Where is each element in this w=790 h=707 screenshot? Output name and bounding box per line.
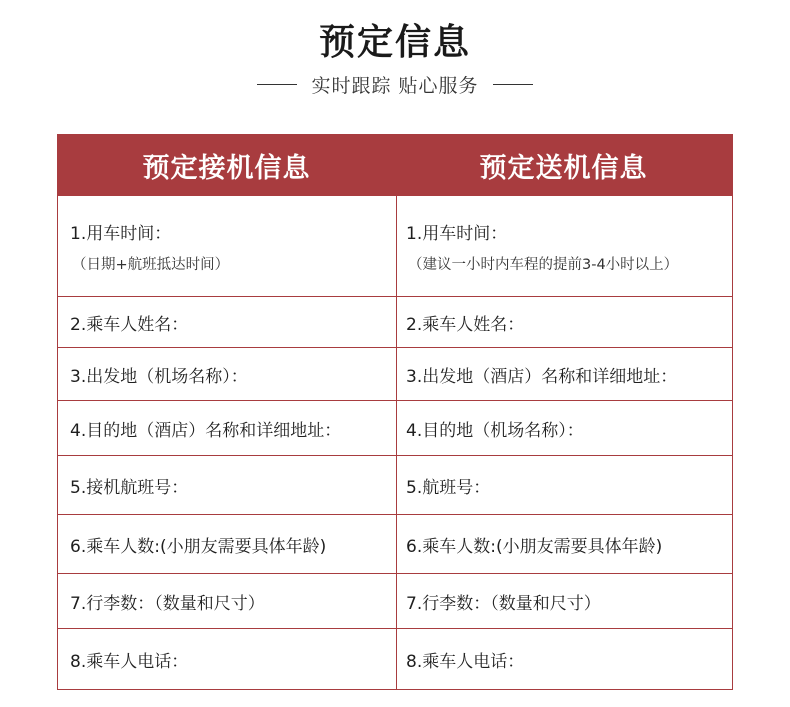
page-title: 预定信息	[318, 21, 471, 63]
column-header-dropoff: 预定送机信息	[479, 152, 648, 184]
dropoff-field-label: 7.行李数：（数量和尺寸）	[406, 593, 601, 614]
table-row	[58, 573, 732, 628]
dropoff-field-note: （建议一小时内车程的提前3-4小时以上）	[408, 256, 679, 273]
pickup-cell	[58, 515, 396, 573]
booking-info-table	[57, 134, 733, 690]
pickup-cell	[58, 574, 396, 628]
pickup-cell	[58, 629, 396, 689]
dropoff-cell	[396, 629, 732, 689]
table-row	[58, 296, 732, 347]
pickup-field-label: 2.乘车人姓名：	[70, 314, 189, 335]
dropoff-cell	[396, 348, 732, 400]
pickup-field-note: （日期+航班抵达时间）	[72, 256, 230, 273]
subtitle-divider-right	[493, 84, 533, 85]
table-row	[58, 628, 732, 689]
subtitle-divider-left	[257, 84, 297, 85]
table-header	[58, 135, 732, 195]
table-row	[58, 400, 732, 455]
table-row	[58, 455, 732, 514]
pickup-cell	[58, 401, 396, 455]
dropoff-cell	[396, 456, 732, 514]
pickup-field-label: 5.接机航班号：	[70, 477, 189, 498]
pickup-field-label: 6.乘车人数:(小朋友需要具体年龄)	[70, 536, 327, 557]
pickup-cell	[58, 348, 396, 400]
pickup-cell	[58, 456, 396, 514]
pickup-cell	[58, 297, 396, 347]
dropoff-cell	[396, 574, 732, 628]
table-row	[58, 514, 732, 573]
pickup-cell	[58, 196, 396, 296]
dropoff-field-label: 6.乘车人数:(小朋友需要具体年龄)	[406, 536, 663, 557]
dropoff-field-label: 5.航班号：	[406, 477, 491, 498]
dropoff-cell	[396, 515, 732, 573]
dropoff-field-label: 8.乘车人电话：	[406, 651, 525, 672]
pickup-field-label: 7.行李数：（数量和尺寸）	[70, 593, 265, 614]
pickup-field-label: 4.目的地（酒店）名称和详细地址：	[70, 420, 342, 441]
dropoff-field-label: 2.乘车人姓名：	[406, 314, 525, 335]
table-row	[58, 195, 732, 296]
pickup-field-label: 8.乘车人电话：	[70, 651, 189, 672]
dropoff-cell	[396, 196, 732, 296]
pickup-field-label: 3.出发地（机场名称）：	[70, 366, 248, 387]
dropoff-cell	[396, 401, 732, 455]
dropoff-field-label: 1.用车时间：	[406, 223, 508, 244]
table-row	[58, 347, 732, 400]
pickup-field-label: 1.用车时间：	[70, 223, 172, 244]
dropoff-field-label: 3.出发地（酒店）名称和详细地址：	[406, 366, 678, 387]
dropoff-cell	[396, 297, 732, 347]
subtitle-row	[0, 70, 790, 98]
dropoff-field-label: 4.目的地（机场名称）：	[406, 420, 584, 441]
column-header-pickup: 预定接机信息	[142, 152, 311, 184]
page-subtitle: 实时跟踪 贴心服务	[311, 74, 479, 97]
